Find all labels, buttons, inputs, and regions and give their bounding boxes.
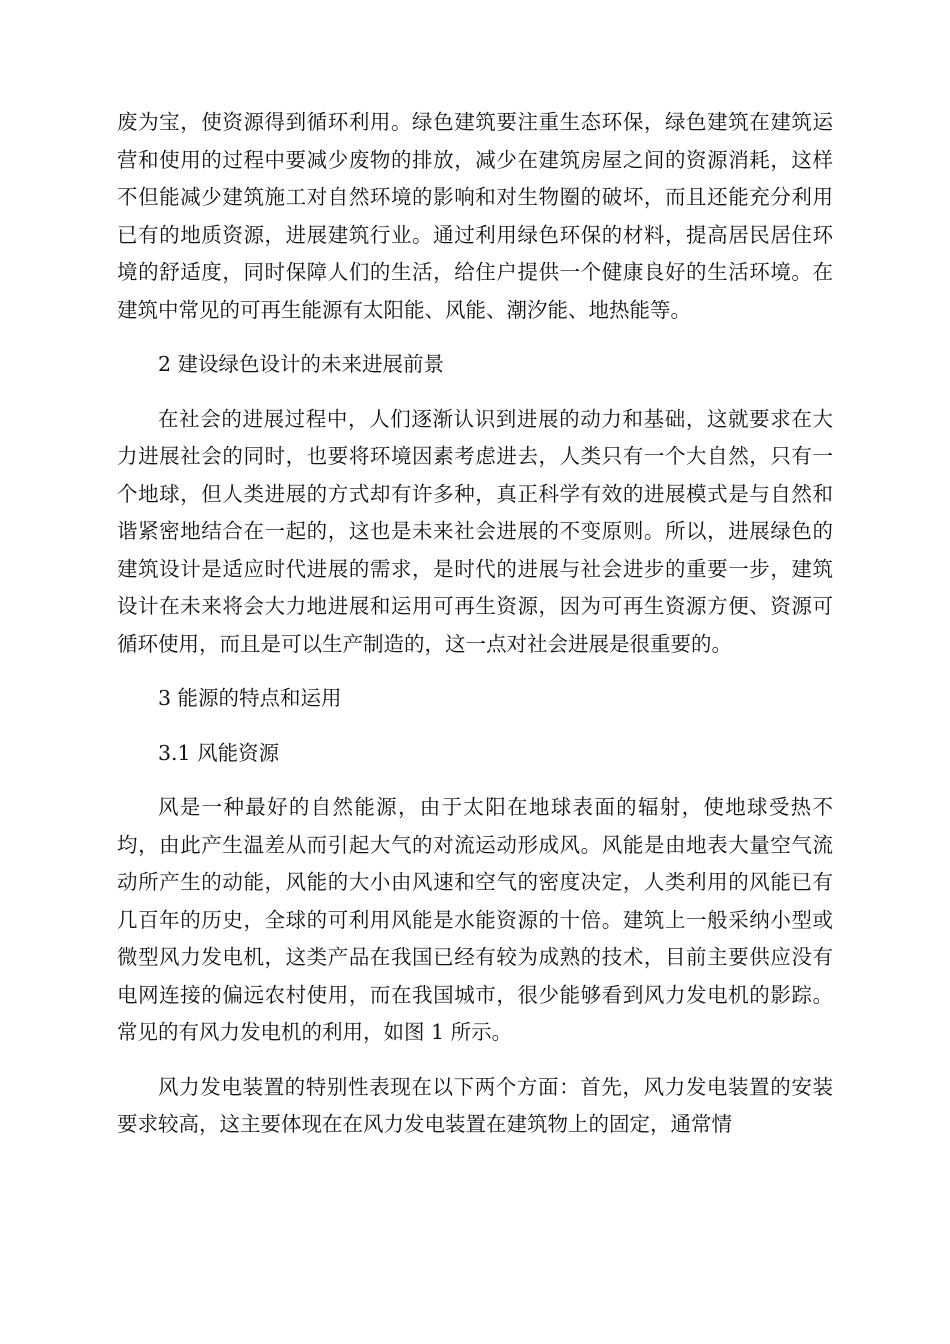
subsection-heading-3-1: 3.1 风能资源 bbox=[158, 740, 280, 765]
section-heading-3: 3 能源的特点和运用 bbox=[158, 686, 342, 710]
paragraph-intro: 废为宝，使资源得到循环利用。绿色建筑要注重生态环保，绿色建筑在建筑运营和使用的过程中要减少废物的排放，减少在建筑房屋之间的资源消耗，这样不但能减少建筑施工对自然环境的影响和对生物圈的破坏，而且还能充分利用已有的地质资源，进展建筑行业。通过利用绿色环保的材料，提高居民居住环境的舒适度，同时保障人们的生活，给住户提供一个健康良好的生活环境。在建筑中常见的可再生能源有太阳能、风能、潮汐能、地热能等。 bbox=[117, 110, 833, 322]
spacer bbox=[117, 772, 833, 789]
spacer bbox=[117, 718, 833, 735]
spacer bbox=[117, 663, 833, 680]
paragraph-wind-energy: 风是一种最好的自然能源，由于太阳在地球表面的辐射，使地球受热不均，由此产生温差从而引起大气的对流运动形成风。风能是由地表大量空气流动所产生的动能，风能的大小由风速和空气的密度决定，人类利用的风能已有几百年的历史，全球的可利用风能是水能资源的十倍。建筑上一般采纳小型或微型风力发电机，这类产品在我国已经有较为成熟的技术，目前主要供应没有电网连接的偏远农村使用，而在我国城市，很少能够看到风力发电机的影踪。常见的有风力发电机的利用，如图 1 所示。 bbox=[117, 795, 833, 1044]
paragraph-section-2: 在社会的进展过程中，人们逐渐认识到进展的动力和基础，这就要求在大力进展社会的同时，也要将环境因素考虑进去，人类只有一个大自然，只有一个地球，但人类进展的方式却有许多种，真正科学有效的进展模式是与自然和谐紧密地结合在一起的，这也是未来社会进展的不变原则。所以，进展绿色的建筑设计是适应时代进展的需求，是时代的进展与社会进步的重要一步，建筑设计在未来将会大力地进展和运用可再生资源，因为可再生资源方便、资源可循环使用，而且是可以生产制造的，这一点对社会进展是很重要的。 bbox=[117, 406, 833, 656]
spacer bbox=[117, 1052, 833, 1069]
document-page bbox=[117, 104, 833, 1144]
spacer bbox=[117, 329, 833, 346]
spacer bbox=[117, 384, 833, 401]
section-heading-2: 2 建设绿色设计的未来进展前景 bbox=[158, 352, 445, 376]
paragraph-wind-device: 风力发电装置的特别性表现在以下两个方面：首先，风力发电装置的安装要求较高，这主要体现在在风力发电装置在建筑物上的固定，通常情 bbox=[117, 1074, 833, 1136]
